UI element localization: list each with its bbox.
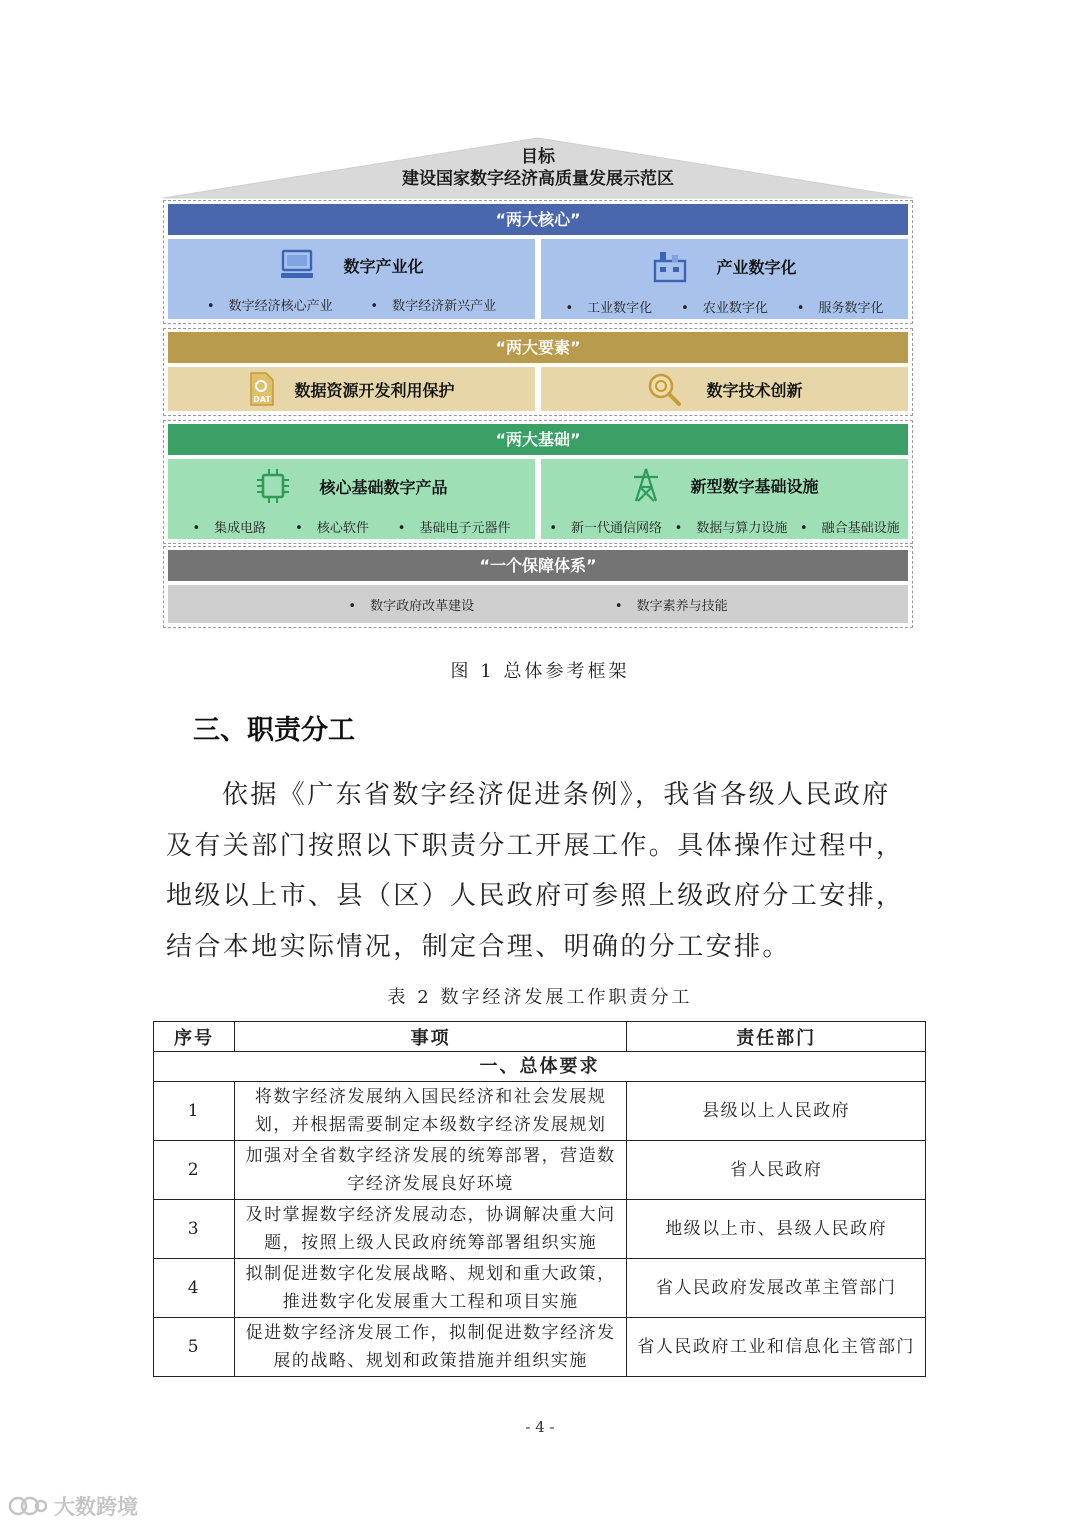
row-dept: 省人民政府: [627, 1141, 926, 1200]
watermark: [8, 1491, 138, 1521]
page-number: - 4 -: [525, 1418, 555, 1436]
foundation-group: [163, 420, 913, 544]
row-item: 加强对全省数字经济发展的统筹部署，营造数字经济发展良好环境: [234, 1141, 626, 1200]
row-dept: 省人民政府工业和信息化主管部门: [627, 1318, 926, 1377]
watermark-text: 大数跨境: [54, 1495, 138, 1519]
section-title: 三、职责分工: [193, 715, 355, 746]
table-row: [154, 1259, 926, 1318]
bullet-item: • 集成电路: [192, 517, 266, 536]
row-item: 促进数字经济发展工作，拟制促进数字经济发展的战略、规划和政策措施并组织实施: [234, 1318, 626, 1377]
computer-icon: [279, 249, 315, 281]
duty-table: [153, 1021, 926, 1377]
table-row: [154, 1082, 926, 1141]
core-cell-left: [168, 239, 535, 319]
core-group: [163, 200, 913, 324]
paragraph-line: 依据《广东省数字经济促进条例》，我省各级人民政府: [222, 780, 891, 810]
foundation-bar: “两大基础”: [168, 424, 908, 455]
bullet-item: • 数字经济新兴产业: [370, 295, 496, 314]
row-no: 3: [154, 1200, 235, 1259]
core-left-title: 数字产业化: [343, 256, 424, 276]
bullet-item: • 农业数字化: [681, 297, 768, 316]
row-dept: 地级以上市、县级人民政府: [627, 1200, 926, 1259]
bullet-item: • 数字政府改革建设: [348, 595, 474, 614]
foundation-right-title: 新型数字基础设施: [690, 476, 819, 496]
watermark-logo-icon: [8, 1493, 48, 1519]
figure-caption: 图 1 总体参考框架: [450, 661, 630, 682]
row-item: 将数字经济发展纳入国民经济和社会发展规划，并根据需要制定本级数字经济发展规划: [234, 1082, 626, 1141]
paragraph-line: 地级以上市、县（区）人民政府可参照上级政府分工安排，: [166, 881, 905, 911]
foundation-cell-left: [168, 459, 535, 539]
elements-cell-right: [541, 367, 908, 411]
goal-text-block: [163, 146, 913, 190]
bullet-item: • 基础电子元器件: [398, 517, 511, 536]
bullet-item: • 融合基础设施: [800, 517, 900, 536]
guarantee-bar: “一个保障体系”: [168, 550, 908, 581]
elements-bar: “两大要素”: [168, 332, 908, 363]
foundation-cell-right: [541, 459, 908, 539]
elements-group: [163, 328, 913, 416]
header-item: 事项: [234, 1022, 626, 1052]
section-label: 一、总体要求: [154, 1052, 926, 1082]
foundation-left-title: 核心基础数字产品: [319, 477, 448, 497]
body-paragraph: [166, 770, 916, 972]
svg-text:DAT: DAT: [253, 395, 272, 404]
factory-icon: [652, 249, 688, 283]
elements-cell-left: [168, 367, 535, 411]
header-no: 序号: [154, 1022, 235, 1052]
guarantee-group: [163, 546, 913, 628]
core-right-title: 产业数字化: [716, 257, 797, 277]
table-header-row: [154, 1022, 926, 1052]
reference-framework-figure: [163, 136, 913, 628]
elements-right-title: 数字技术创新: [706, 380, 803, 400]
paragraph-line: 及有关部门按照以下职责分工开展工作。具体操作过程中，: [166, 830, 905, 861]
row-item: 拟制促进数字化发展战略、规划和重大政策，推进数字化发展重大工程和项目实施: [234, 1259, 626, 1318]
header-dept: 责任部门: [627, 1022, 926, 1052]
table-row: [154, 1141, 926, 1200]
table-section-row: [154, 1052, 926, 1082]
chip-icon: [255, 469, 291, 503]
core-cell-right: [541, 239, 908, 319]
bullet-item: • 新一代通信网络: [549, 517, 662, 536]
table-row: [154, 1200, 926, 1259]
guarantee-cell: [168, 585, 908, 623]
row-dept: 县级以上人民政府: [627, 1082, 926, 1141]
bullet-item: • 核心软件: [295, 517, 369, 536]
goal-label: 目标: [521, 147, 555, 167]
row-dept: 省人民政府发展改革主管部门: [627, 1259, 926, 1318]
paragraph-line: 结合本地实际情况，制定合理、明确的分工安排。: [166, 931, 791, 962]
row-no: 5: [154, 1318, 235, 1377]
elements-left-title: 数据资源开发利用保护: [294, 380, 455, 400]
bullet-item: • 数字经济核心产业: [207, 295, 333, 314]
tower-icon: [630, 467, 662, 503]
table-row: [154, 1318, 926, 1377]
magnifier-icon: [646, 371, 682, 407]
table-caption: 表 2 数字经济发展工作职责分工: [387, 987, 693, 1008]
row-item: 及时掌握数字经济发展动态，协调解决重大问题，按照上级人民政府统筹部署组织实施: [234, 1200, 626, 1259]
row-no: 4: [154, 1259, 235, 1318]
bullet-item: • 工业数字化: [565, 297, 652, 316]
data-file-icon: [248, 371, 276, 407]
core-bar: “两大核心”: [168, 204, 908, 235]
bullet-item: • 数字素养与技能: [615, 595, 728, 614]
row-no: 1: [154, 1082, 235, 1141]
bullet-item: • 服务数字化: [797, 297, 884, 316]
bullet-item: • 数据与算力设施: [675, 517, 788, 536]
row-no: 2: [154, 1141, 235, 1200]
goal-text: 建设国家数字经济高质量发展示范区: [402, 169, 674, 189]
